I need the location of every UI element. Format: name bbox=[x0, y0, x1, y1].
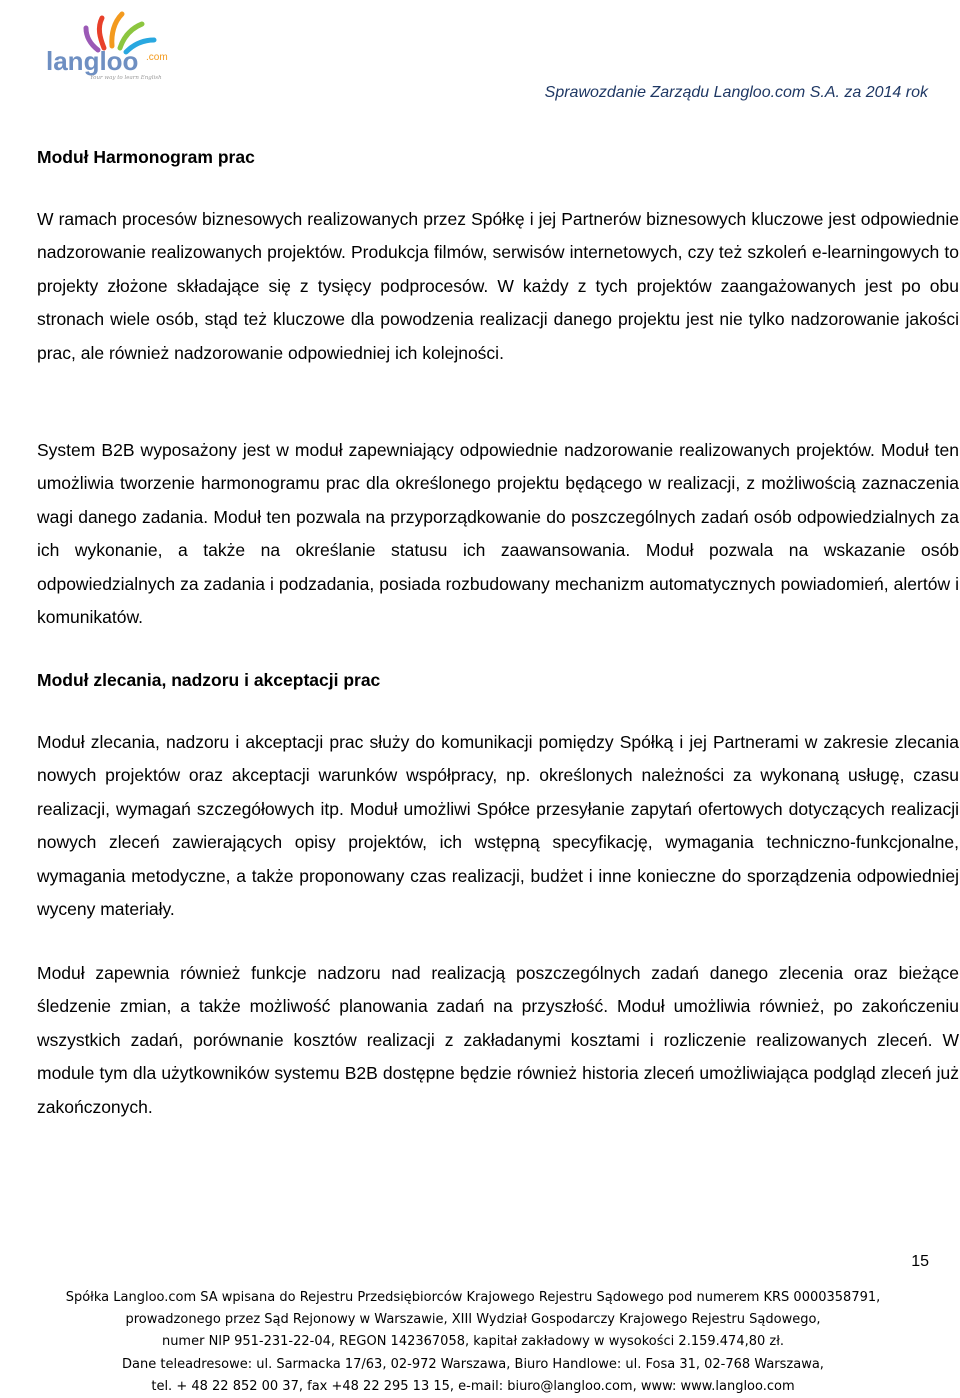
logo-suffix: .com bbox=[146, 52, 168, 63]
logo-wordmark: langloo bbox=[46, 46, 139, 76]
section-heading: Moduł Harmonogram prac bbox=[37, 147, 255, 167]
footer-line: numer NIP 951-231-22-04, REGON 142367058, kapitał zakładowy w wysokości 2.159.474,80 zł. bbox=[161, 1334, 785, 1350]
report-title: Sprawozdanie Zarządu Langloo.com S.A. za 2014 rok bbox=[544, 84, 928, 101]
footer-line: prowadzonego przez Sąd Rejonowy w Warszawie, XIII Wydział Gospodarczy Krajowego Rejestru Sądowego, bbox=[125, 1312, 821, 1328]
page-number: 15 bbox=[911, 1253, 929, 1270]
logo-graphic bbox=[42, 8, 182, 82]
paragraph: W ramach procesów biznesowych realizowanych przez Spółkę i jej Partnerów biznesowych kluczowe jest odpowiednie nadzorowanie realizowanych projektów. Produkcja filmów, serwisów internetowych, czy też szkoleń e-learningowych to projekty złożone składające się z tysięcy podprocesów. W każdy z tych projektów zaangażowanych jest po obu stronach wiele osób, stąd też kluczowe dla powodzenia realizacji danego projektu jest nie tylko nadzorowanie jakości prac, ale również nadzorowanie odpowiedniej ich kolejności. bbox=[37, 209, 959, 363]
logo-tagline: Your way to learn English bbox=[90, 75, 162, 81]
paragraph: Moduł zlecania, nadzoru i akceptacji prac służy do komunikacji pomiędzy Spółką i jej Partnerami w zakresie zlecania nowych projektów oraz akceptacji warunków współpracy, np. określonych należności za wykonaną usługę, czasu realizacji, wymagań szczegółowych itp. Moduł umożliwi Spółce przesyłanie zapytań ofertowych dotyczących realizacji nowych zleceń zawierających opisy projektów, ich wstępną specyfikację, wymagania techniczno-funkcjonalne, wymagania metodyczne, a także proponowany czas realizacji, budżet i inne konieczne do sporządzenia odpowiedniej wyceny materiały. bbox=[37, 732, 959, 920]
footer-line: Spółka Langloo.com SA wpisana do Rejestru Przedsiębiorców Krajowego Rejestru Sądowego pod numerem KRS 0000358791, bbox=[65, 1290, 881, 1305]
company-logo bbox=[42, 8, 182, 82]
footer-line: Dane teleadresowe: ul. Sarmacka 17/63, 02-972 Warszawa, Biuro Handlowe: ul. Fosa 31, 02-768 Warszawa, bbox=[122, 1356, 824, 1372]
paragraph: System B2B wyposażony jest w moduł zapewniający odpowiednie nadzorowanie realizowanych projektów. Moduł ten umożliwia tworzenie harmonogramu prac dla określonego projektu będącego w realizacji, z możliwością zaznaczenia wagi danego zadania. Moduł ten pozwala na przyporządkowanie do poszczególnych zadań osób odpowiedzialnych za ich wykonanie, a także na określanie statusu ich zaawansowania. Moduł pozwala na wskazanie osób odpowiedzialnych za zadania i podzadania, posiada rozbudowany mechanizm automatycznych powiadomień, alertów i komunikatów. bbox=[37, 440, 959, 628]
section-heading: Moduł zlecania, nadzoru i akceptacji prac bbox=[37, 670, 381, 690]
paragraph: Moduł zapewnia również funkcje nadzoru nad realizacją poszczególnych zadań danego zlecenia oraz bieżące śledzenie zmian, a także możliwość planowania zadań na przyszłość. Moduł umożliwia również, po zakończeniu wszystkich zadań, porównanie kosztów realizacji z zakładanymi kosztami i rozliczenie realizowanych zleceń. W module tym dla użytkowników systemu B2B dostępne będzie również historia zleceń umożliwiająca podgląd zleceń już zakończonych. bbox=[37, 963, 959, 1117]
footer-line: tel. + 48 22 852 00 37, fax +48 22 295 13 15, e-mail: biuro@langloo.com, www: www.langloo.com bbox=[151, 1378, 795, 1394]
company-footer bbox=[0, 1287, 946, 1398]
